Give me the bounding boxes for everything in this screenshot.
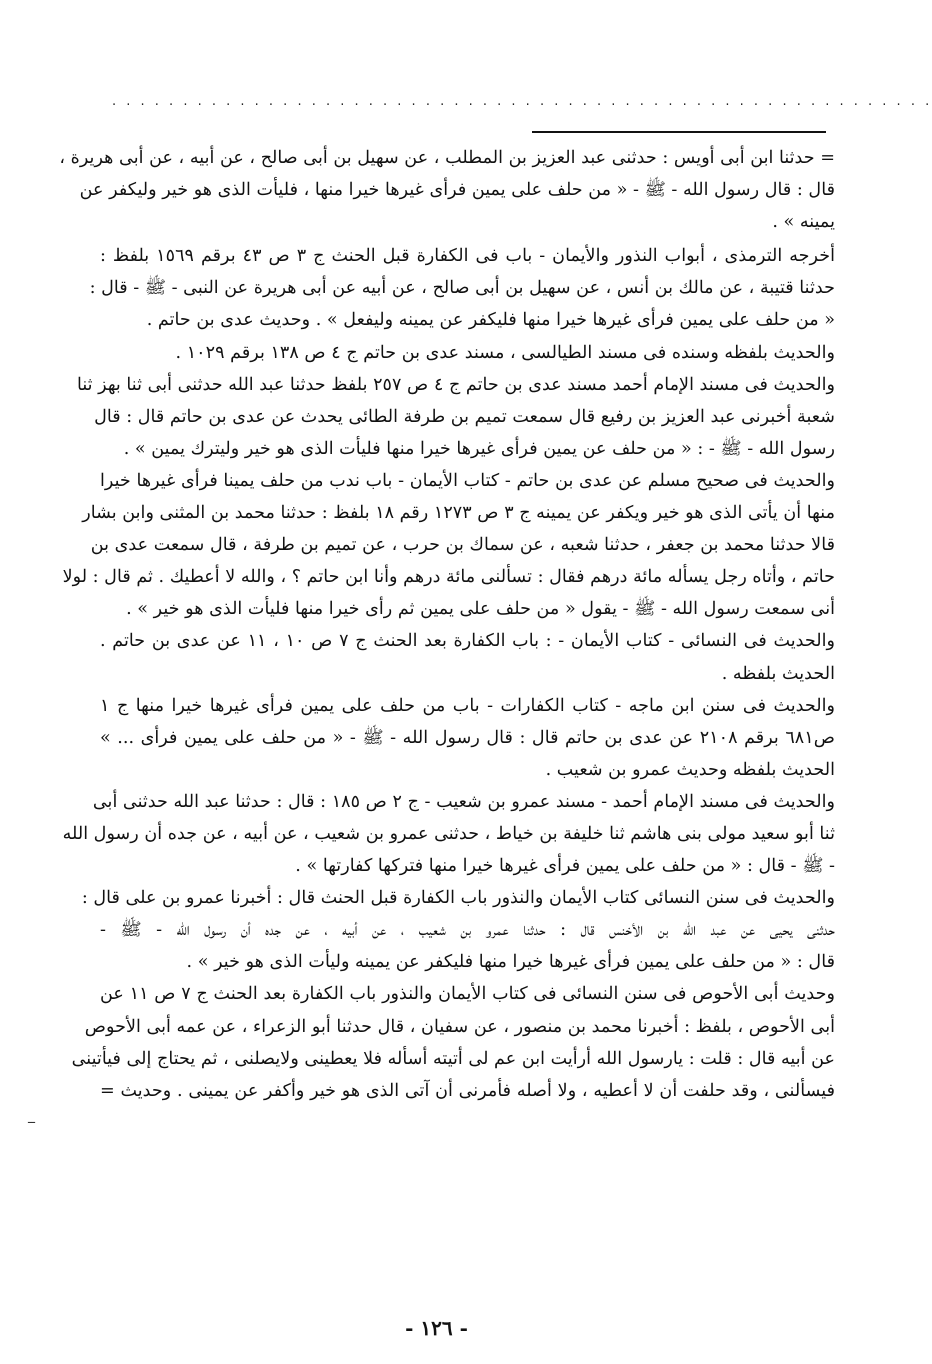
text-line: والحديث بلفظه وسنده فى مسند الطيالسى ، مسند عدى بن حاتم ج ٤ ص ١٣٨ برقم ١٠٢٩ . [175,342,835,363]
dotted-separator: . . . . . . . . . . . . . . . . . . . . . . . . . . . . . . . . . . . . . . . . . . . . . . . . . . . . . . . . . . [112,94,932,109]
text-line: رسول الله - ﷺ - : « من حلف عن يمين فرأى غيرها خيرا منها فليأت الذى هو خير وليترك يمين » . [123,438,835,459]
text-line: « من حلف على يمين فرأى غيرها خيرا منها فليكفر عن يمينه وليفعل » . وحديث عدى بن حاتم . [146,310,835,331]
text-line: قالا حدثنا محمد بن جعفر ، حدثنا شعبه ، عن سماك بن حرب ، عن تميم بن طرفة ، قال سمعت عدى بن [90,535,835,556]
text-line: أنى سمعت رسول الله - ﷺ - يقول « من حلف على يمين ثم رأى خيرا منها فليأت الذى هو خير » . [126,599,835,620]
text-line: فيسألنى ، وقد حلفت أن لا أعطيه ، ولا أصله فأمرنى أن آتى الذى هو خير وأكفر عن يمينى . وحديث = [100,1080,835,1101]
text-line: أبى الأحوص ، بلفظ : أخبرنا محمد بن منصور ، عن سفيان ، قال حدثنا أبو الزعراء ، عن عمه أبى الأحوص [84,1016,835,1037]
text-line: والحديث فى سنن ابن ماجه - كتاب الكفارات - باب من حلف على يمين فرأى غيرها خيرا منها ج ١ [100,695,835,716]
text-line: والحديث فى سنن النسائى كتاب الأيمان والنذور باب الكفارة قبل الحنث قال : أخبرنا عمرو بن على قال : [81,888,835,909]
text-line: - ﷺ - قال : « من حلف على يمين فرأى غيرها خيرا منها فتركها كفارتها » . [295,856,835,877]
text-line: منها أن يأتى الذى هو خير ويكفر عن يمينه ج ٣ ص ١٢٧٣ رقم ١٨ بلفظ : حدثنا محمد بن المثنى وابن بشار [82,503,835,524]
text-line: والحديث فى النسائى - كتاب الأيمان - : باب الكفارة بعد الحنث ج ٧ ص ١٠ ، ١١ عن عدى بن حاتم . [100,631,835,652]
text-line: والحديث فى صحيح مسلم عن عدى بن حاتم - كتاب الأيمان - باب ندب من حلف يمينا فرأى غيرها خيرا [100,470,835,491]
text-line: أخرجه الترمذى ، أبواب النذور والأيمان - باب فى الكفارة قبل الحنث ج ٣ ص ٤٣ برقم ١٥٦٩ بلفظ : [100,246,835,267]
text-line: يمينه » . [772,212,835,233]
margin-mark: ــ [28,1112,36,1126]
text-line: والحديث فى مسند الإمام أحمد مسند عدى بن حاتم ج ٤ ص ٢٥٧ بلفظ حدثنا عبد الله حدثنى أبى ثنا بهز ثنا [76,374,835,395]
text-line: حدثنى يحيى عن عبد الله بن الأخنس قال : حدثنا عمرو بن شعيب ، عن أبيه ، عن جده أن رسول الله - ﷺ - [100,920,835,941]
text-line: والحديث فى مسند الإمام أحمد - مسند عمرو بن شعيب - ج ٢ ص ١٨٥ : قال : حدثنا عبد الله حدثنى أبى [92,791,835,812]
text-line: قال : « من حلف على يمين فرأى غيرها خيرا منها فليكفر عن يمينه وليأت الذى هو خير » . [186,952,835,973]
text-line: حدثنا قتيبة ، عن مالك بن أنس ، عن سهيل بن أبى صالح ، عن أبيه عن أبى هريرة عن النبى - ﷺ - قال : [89,278,835,299]
text-line: حاتم ، وأتاه رجل يسأله مائة درهم فقال : تسألنى مائة درهم وأنا ابن حاتم ؟ ، والله لا أعطيك . ثم قال : لولا [62,567,835,588]
text-line: = حدثنا ابن أبى أويس : حدثنى عبد العزيز بن المطلب ، عن سهيل بن أبى صالح ، عن أبيه ، عن أبى هريرة ، [59,148,835,168]
text-line: ص٦٨١ برقم ٢١٠٨ عن عدى بن حاتم قال : قال رسول الله - ﷺ - « من حلف على يمين فرأى ... » [100,727,835,748]
footnote-rule [532,131,826,133]
page-number: - ١٢٦ - [405,1316,468,1340]
footnote-text [59,142,835,1107]
text-line: الحديث بلفظه . [721,663,835,684]
text-line: وحديث أبى الأحوص فى سنن النسائى فى كتاب الأيمان والنذور باب الكفارة بعد الحنث ج ٧ ص ١١ عن [100,984,835,1005]
text-line: قال : قال رسول الله - ﷺ - « من حلف على يمين فرأى غيرها خيرا منها ، فليأت الذى هو خير وليكفر عن [79,180,835,201]
text-line: عن أبيه قال : قلت : يارسول الله أرأيت ابن عم لى أتيته أسأله فلا يعطينى ولايصلنى ، ثم يحتاج إلى فيأتينى [71,1048,835,1069]
text-line: ثنا أبو سعيد مولى بنى هاشم ثنا خليفة بن خياط ، حدثنى عمرو بن شعيب ، عن أبيه ، عن جده أن رسول الله [62,823,835,844]
text-line: شعبة أخبرنى عبد العزيز بن رفيع قال سمعت تميم بن طرفة الطائى يحدث عن عدى بن حاتم قال : قال [94,406,835,427]
text-line: الحديث بلفظه وحديث عمرو بن شعيب . [545,759,835,780]
